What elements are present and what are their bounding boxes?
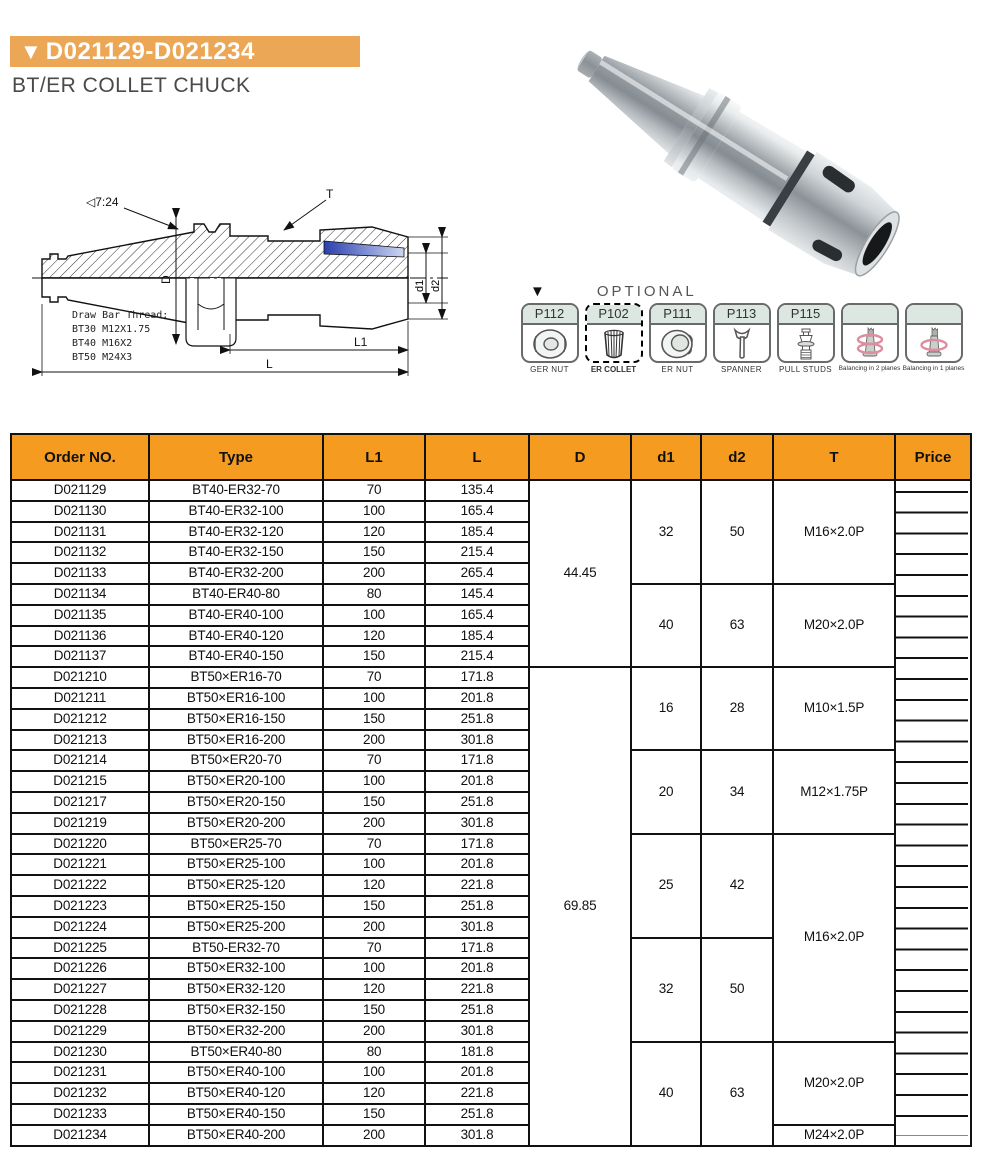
cell-price [895,875,971,896]
cell-type: BT50×ER25-200 [149,917,323,938]
dim-label-d: D [159,275,173,284]
table-header-row [11,434,971,480]
cell-l1: 120 [323,522,425,543]
cell-order-no: D021211 [11,688,149,709]
cell-type: BT50×ER16-200 [149,730,323,751]
table-row [11,1042,971,1063]
cell-order-no: D021210 [11,667,149,688]
cell-price [895,542,971,563]
cell-order-no: D021130 [11,501,149,522]
table-row [11,1125,971,1146]
cell-t-merged: M12×1.75P [773,750,895,833]
cell-d1-merged: 25 [631,834,701,938]
cell-price [895,605,971,626]
dim-label-l1: L1 [354,335,368,349]
cell-type: BT50×ER25-70 [149,834,323,855]
cell-l: 201.8 [425,854,529,875]
cell-type: BT40-ER32-70 [149,480,323,501]
cell-type: BT50×ER20-70 [149,750,323,771]
cell-type: BT40-ER32-120 [149,522,323,543]
cell-l1: 200 [323,1021,425,1042]
cell-d2-merged: 63 [701,1042,773,1146]
cell-l: 171.8 [425,834,529,855]
cell-l1: 100 [323,771,425,792]
cell-order-no: D021226 [11,958,149,979]
pull-stud-icon [779,325,833,363]
cell-order-no: D021224 [11,917,149,938]
cell-order-no: D021223 [11,896,149,917]
cell-l1: 150 [323,792,425,813]
cell-l: 165.4 [425,501,529,522]
collet-chuck-photo-group [557,20,911,289]
cell-d-merged: 44.45 [529,480,631,667]
col-header-type: Type [149,434,323,480]
cell-price [895,896,971,917]
cell-type: BT50×ER25-120 [149,875,323,896]
cell-d2-merged: 34 [701,750,773,833]
cell-l: 251.8 [425,1104,529,1125]
dim-label-d2: d2 [430,279,442,292]
optional-item-label: ER NUT [661,365,694,374]
cell-type: BT50×ER20-150 [149,792,323,813]
cell-order-no: D021217 [11,792,149,813]
cell-d2-merged: 50 [701,938,773,1042]
table-row [11,667,971,688]
cell-l: 145.4 [425,584,529,605]
banner-triangle-icon: ▼ [20,38,42,64]
cell-l: 221.8 [425,979,529,1000]
cell-price [895,1104,971,1125]
cell-order-no: D021129 [11,480,149,501]
cell-l: 181.8 [425,1042,529,1063]
cell-l1: 120 [323,979,425,1000]
optional-item-label: PULL STUDS [778,365,833,374]
cell-t-merged: M24×2.0P [773,1125,895,1146]
cell-type: BT40-ER32-150 [149,542,323,563]
cell-price [895,813,971,834]
optional-item-label: SPANNER [721,365,762,374]
cell-type: BT50×ER32-100 [149,958,323,979]
cell-l1: 100 [323,688,425,709]
dim-label-d1: d1 [414,279,426,292]
cell-order-no: D021233 [11,1104,149,1125]
cell-type: BT40-ER32-200 [149,563,323,584]
cell-l: 185.4 [425,626,529,647]
cell-price [895,938,971,959]
cell-l1: 80 [323,1042,425,1063]
draw-bar-thread-row: BT40 M16X2 [72,338,133,349]
cell-l1: 200 [323,917,425,938]
cell-type: BT50×ER25-150 [149,896,323,917]
table-row [11,834,971,855]
cell-l1: 70 [323,750,425,771]
er-nut-icon [651,325,705,363]
col-header-order-no: Order NO. [11,434,149,480]
col-header-t: T [773,434,895,480]
cell-l: 265.4 [425,563,529,584]
cell-l: 251.8 [425,1000,529,1021]
cell-type: BT50×ER32-150 [149,1000,323,1021]
cell-price [895,1062,971,1083]
col-header-d2: d2 [701,434,773,480]
cell-order-no: D021212 [11,709,149,730]
cell-order-no: D021133 [11,563,149,584]
cell-l1: 120 [323,875,425,896]
optional-item-pull-studs [774,303,837,374]
cell-d2-merged: 50 [701,480,773,584]
cell-l1: 150 [323,542,425,563]
cell-order-no: D021228 [11,1000,149,1021]
cell-d1-merged: 32 [631,480,701,584]
cell-price [895,626,971,647]
cell-l1: 100 [323,958,425,979]
cell-l: 301.8 [425,730,529,751]
cell-price [895,1083,971,1104]
cell-t-merged: M20×2.0P [773,1042,895,1125]
optional-item-code [907,305,961,325]
draw-bar-thread-row: BT50 M24X3 [72,352,133,363]
cell-type: BT40-ER40-80 [149,584,323,605]
cell-price [895,584,971,605]
cell-l1: 100 [323,501,425,522]
cell-order-no: D021214 [11,750,149,771]
cell-t-merged: M16×2.0P [773,480,895,584]
optional-item-label: GER NUT [530,365,569,374]
table-row [11,750,971,771]
cell-price [895,522,971,543]
cell-price [895,667,971,688]
cell-order-no: D021232 [11,1083,149,1104]
cell-l: 201.8 [425,771,529,792]
cell-l: 301.8 [425,813,529,834]
page-subtitle: BT/ER COLLET CHUCK [12,74,251,97]
draw-bar-thread-title: Draw Bar Thread: [72,310,169,321]
cell-t-merged: M20×2.0P [773,584,895,667]
cell-l1: 200 [323,813,425,834]
cell-l1: 80 [323,584,425,605]
cell-l: 171.8 [425,750,529,771]
cell-type: BT50×ER25-100 [149,854,323,875]
optional-item-label: Balancing in 1 planes [902,365,965,372]
cell-l: 301.8 [425,917,529,938]
cell-order-no: D021131 [11,522,149,543]
cell-type: BT50×ER40-200 [149,1125,323,1146]
col-header-d: D [529,434,631,480]
er-collet-icon [587,325,641,363]
optional-item-ger-nut [518,303,581,374]
cell-price [895,1000,971,1021]
cell-d1-merged: 20 [631,750,701,833]
cell-l: 251.8 [425,792,529,813]
col-header-l: L [425,434,529,480]
cell-l: 301.8 [425,1021,529,1042]
cell-l1: 70 [323,480,425,501]
cell-type: BT40-ER40-100 [149,605,323,626]
draw-bar-thread-row: BT30 M12X1.75 [72,324,151,335]
cell-price [895,688,971,709]
cell-l1: 100 [323,854,425,875]
optional-item-code: P113 [715,305,769,325]
cell-price [895,854,971,875]
cell-type: BT50×ER16-70 [149,667,323,688]
balancing-1-planes-icon [907,325,961,363]
cell-l: 201.8 [425,688,529,709]
cell-l1: 120 [323,1083,425,1104]
col-header-d1: d1 [631,434,701,480]
cell-price [895,563,971,584]
cell-price [895,750,971,771]
cell-order-no: D021132 [11,542,149,563]
cell-order-no: D021222 [11,875,149,896]
optional-item-code [843,305,897,325]
cell-type: BT40-ER40-150 [149,646,323,667]
cell-price [895,501,971,522]
cell-order-no: D021225 [11,938,149,959]
cell-l1: 150 [323,1104,425,1125]
banner-range-label: D021129-D021234 [45,37,255,65]
spanner-icon [715,325,769,363]
optional-item-er-nut [646,303,709,374]
cell-l1: 100 [323,1062,425,1083]
optional-item-label: ER COLLET [590,365,637,374]
optional-item-balancing-2 [838,303,901,374]
optional-item-code: P111 [651,305,705,325]
cell-l: 201.8 [425,1062,529,1083]
cell-d2-merged: 63 [701,584,773,667]
cell-l: 215.4 [425,542,529,563]
cell-l: 215.4 [425,646,529,667]
cell-order-no: D021229 [11,1021,149,1042]
cell-d1-merged: 40 [631,584,701,667]
cell-price [895,834,971,855]
cell-type: BT50×ER16-150 [149,709,323,730]
cell-type: BT40-ER40-120 [149,626,323,647]
cell-l: 185.4 [425,522,529,543]
cell-l1: 150 [323,709,425,730]
technical-drawing [28,180,453,403]
cell-price [895,1042,971,1063]
cell-d1-merged: 40 [631,1042,701,1146]
cell-price [895,792,971,813]
cell-d1-merged: 32 [631,938,701,1042]
cell-price [895,1125,971,1146]
cell-order-no: D021219 [11,813,149,834]
cell-type: BT50×ER16-100 [149,688,323,709]
cell-type: BT50×ER40-100 [149,1062,323,1083]
cell-t-merged: M16×2.0P [773,834,895,1042]
cell-order-no: D021234 [11,1125,149,1146]
balancing-2-planes-icon [843,325,897,363]
cell-price [895,979,971,1000]
cell-l: 171.8 [425,938,529,959]
cell-l: 221.8 [425,875,529,896]
taper-ratio-label: ◁7:24 [86,195,119,209]
cell-type: BT50×ER20-100 [149,771,323,792]
optional-title: OPTIONAL [596,282,697,300]
cell-l1: 70 [323,938,425,959]
cell-price [895,730,971,751]
dim-label-l: L [266,357,273,371]
cell-d2-merged: 28 [701,667,773,750]
cell-l: 251.8 [425,709,529,730]
cell-order-no: D021220 [11,834,149,855]
cell-type: BT50-ER32-70 [149,938,323,959]
cell-d-merged: 69.85 [529,667,631,1145]
cell-order-no: D021137 [11,646,149,667]
cell-order-no: D021221 [11,854,149,875]
col-header-l1: L1 [323,434,425,480]
banner [10,36,360,67]
spec-table [10,433,972,1147]
cell-l: 171.8 [425,667,529,688]
optional-item-code: P115 [779,305,833,325]
cell-order-no: D021136 [11,626,149,647]
optional-item-code: P112 [523,305,577,325]
cell-t-merged: M10×1.5P [773,667,895,750]
product-photo [545,18,965,298]
cell-l1: 200 [323,730,425,751]
cell-l1: 120 [323,626,425,647]
col-header-price: Price [895,434,971,480]
cell-l: 221.8 [425,1083,529,1104]
cell-type: BT50×ER40-80 [149,1042,323,1063]
cell-l1: 70 [323,834,425,855]
optional-item-label: Balancing in 2 planes [838,365,901,372]
cell-l1: 100 [323,605,425,626]
spec-table-wrap [10,433,970,1147]
cell-type: BT50×ER40-120 [149,1083,323,1104]
cell-price [895,709,971,730]
cell-order-no: D021135 [11,605,149,626]
optional-item-spanner [710,303,773,374]
cell-d1-merged: 16 [631,667,701,750]
cell-type: BT50×ER32-200 [149,1021,323,1042]
cell-order-no: D021230 [11,1042,149,1063]
cell-d2-merged: 42 [701,834,773,938]
cell-price [895,917,971,938]
cell-type: BT40-ER32-100 [149,501,323,522]
cell-l: 165.4 [425,605,529,626]
thread-t-label: T [326,187,334,201]
cell-l: 301.8 [425,1125,529,1146]
cell-l: 201.8 [425,958,529,979]
cell-l1: 70 [323,667,425,688]
cell-order-no: D021134 [11,584,149,605]
cell-type: BT50×ER32-120 [149,979,323,1000]
optional-marker-icon: ▼ [530,282,545,300]
cell-order-no: D021227 [11,979,149,1000]
cell-l: 135.4 [425,480,529,501]
cell-l1: 200 [323,1125,425,1146]
cell-l: 251.8 [425,896,529,917]
ger-nut-icon [523,325,577,363]
cell-order-no: D021215 [11,771,149,792]
cell-l1: 150 [323,896,425,917]
cell-order-no: D021231 [11,1062,149,1083]
cell-price [895,958,971,979]
cell-l1: 200 [323,563,425,584]
cell-price [895,771,971,792]
optional-section [518,282,976,374]
table-row [11,480,971,501]
cell-order-no: D021213 [11,730,149,751]
cell-price [895,646,971,667]
optional-item-balancing-1 [902,303,965,374]
optional-item-code: P102 [587,305,641,325]
table-row [11,584,971,605]
cell-l1: 150 [323,1000,425,1021]
cell-type: BT50×ER40-150 [149,1104,323,1125]
optional-item-er-collet [582,303,645,374]
cell-price [895,480,971,501]
cell-l1: 150 [323,646,425,667]
cell-price [895,1021,971,1042]
cell-type: BT50×ER20-200 [149,813,323,834]
